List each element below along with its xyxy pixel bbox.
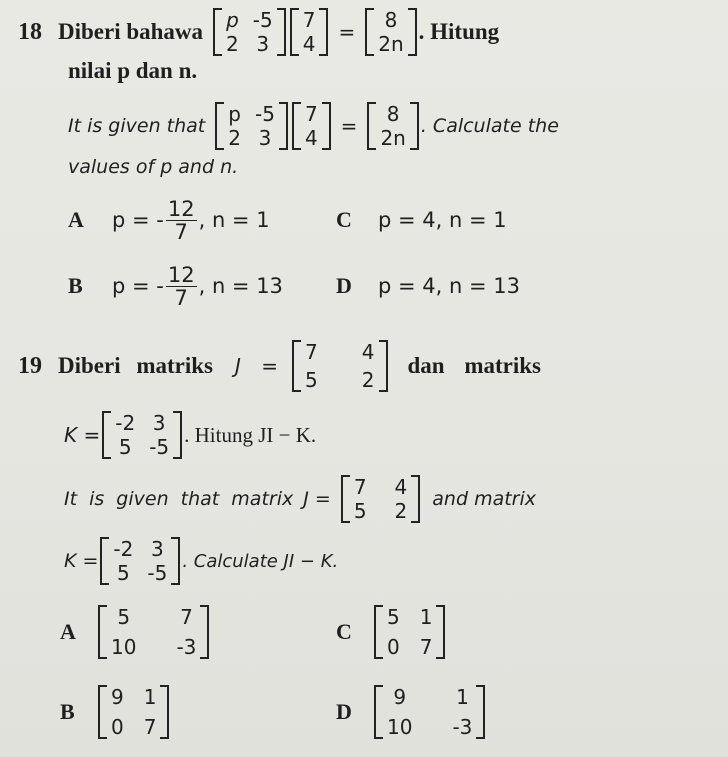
option-text: , n = 13 bbox=[198, 274, 283, 298]
q19-malay-k-label: K = bbox=[64, 423, 101, 447]
fraction bbox=[166, 264, 197, 309]
option-letter: D bbox=[336, 699, 352, 724]
option-letter: B bbox=[68, 273, 83, 298]
matrix-cell: p bbox=[228, 102, 241, 126]
q19-english-line bbox=[64, 470, 536, 528]
matrix-cell: 3 bbox=[258, 126, 272, 150]
q19-english-tail: . Calculate JI − K. bbox=[182, 550, 339, 572]
q18-option-a[interactable] bbox=[68, 192, 270, 248]
q19-malay-mid: dan matriks bbox=[407, 353, 541, 378]
q18-malay-tail: . Hitung bbox=[418, 19, 500, 44]
matrix-cell: -2 bbox=[113, 537, 134, 561]
q18-en-matrix-result bbox=[367, 102, 418, 150]
option-text: , n = 1 bbox=[198, 208, 270, 232]
matrix-cell: 1 bbox=[456, 685, 469, 709]
matrix-cell: 8 bbox=[384, 8, 398, 32]
option-text: p = 4, n = 13 bbox=[378, 274, 520, 298]
q18-option-b[interactable] bbox=[68, 258, 283, 314]
q18-en-matrix-b bbox=[292, 102, 331, 150]
option-text: p = 4, n = 1 bbox=[378, 208, 507, 232]
matrix-cell: -2 bbox=[115, 411, 136, 435]
matrix-cell: 7 bbox=[180, 605, 193, 629]
fraction bbox=[166, 198, 197, 243]
q19-malay-lead: Diberi matriks bbox=[58, 353, 214, 378]
option-letter: D bbox=[336, 273, 352, 298]
matrix-cell: -5 bbox=[147, 561, 168, 585]
matrix-cell: 5 bbox=[118, 435, 132, 459]
matrix-cell: 1 bbox=[419, 605, 433, 629]
matrix-cell: 2 bbox=[394, 499, 408, 523]
q19-option-b[interactable] bbox=[60, 680, 171, 744]
q18-malay-line2: nilai p dan n. bbox=[68, 58, 198, 83]
q19-english-lead: It is given that matrix bbox=[64, 488, 294, 510]
q19-english-j-label: J = bbox=[303, 488, 331, 510]
matrix-cell: 7 bbox=[143, 715, 157, 739]
fraction-numerator: 12 bbox=[167, 196, 195, 221]
matrix-cell: 4 bbox=[394, 475, 408, 499]
option-letter: A bbox=[60, 619, 76, 644]
matrix-cell: 4 bbox=[361, 340, 375, 364]
matrix-cell: -5 bbox=[254, 102, 275, 126]
matrix-cell: 2 bbox=[228, 126, 241, 150]
matrix-cell: 7 bbox=[305, 340, 318, 364]
option-matrix bbox=[374, 685, 485, 739]
q18-english-tail: . Calculate the bbox=[420, 115, 559, 137]
matrix-cell: -3 bbox=[176, 635, 197, 659]
q19-english-line2 bbox=[64, 532, 338, 590]
q18-english-line bbox=[68, 100, 559, 152]
q19-malay-line2 bbox=[64, 406, 316, 464]
option-letter: B bbox=[60, 699, 75, 724]
matrix-cell: 7 bbox=[304, 102, 318, 126]
q19-option-a[interactable] bbox=[60, 600, 211, 664]
equals-sign: = bbox=[338, 20, 356, 44]
matrix-cell: 0 bbox=[387, 635, 400, 659]
q18-option-c[interactable] bbox=[336, 192, 507, 248]
matrix-cell: 2n bbox=[380, 126, 406, 150]
fraction-denominator: 7 bbox=[174, 219, 188, 244]
fraction-denominator: 7 bbox=[174, 285, 188, 310]
matrix-cell: 7 bbox=[419, 635, 433, 659]
matrix-cell: 8 bbox=[386, 102, 400, 126]
matrix-cell: 7 bbox=[302, 8, 316, 32]
q19-en-matrix-j bbox=[341, 475, 420, 523]
matrix-cell: 2 bbox=[226, 32, 239, 56]
matrix-cell: 4 bbox=[304, 126, 318, 150]
matrix-cell: 10 bbox=[111, 635, 137, 659]
q18-number: 18 bbox=[18, 18, 42, 45]
q18-en-matrix-a bbox=[215, 102, 288, 150]
q19-malay-tail: . Hitung JI − K. bbox=[184, 422, 317, 447]
q18-english-lead: It is given that bbox=[68, 115, 206, 137]
matrix-cell: 2 bbox=[361, 368, 375, 392]
matrix-cell: 0 bbox=[111, 715, 124, 739]
matrix-cell: 7 bbox=[353, 475, 367, 499]
fraction-numerator: 12 bbox=[167, 262, 195, 287]
matrix-cell: -5 bbox=[149, 435, 170, 459]
q19-option-c[interactable] bbox=[336, 600, 447, 664]
matrix-cell: 4 bbox=[302, 32, 316, 56]
matrix-cell: 9 bbox=[393, 685, 407, 709]
option-text: p = - bbox=[112, 274, 164, 298]
matrix-cell: -3 bbox=[452, 715, 473, 739]
option-matrix bbox=[98, 605, 209, 659]
q18-matrix-b bbox=[290, 8, 329, 56]
matrix-cell: 5 bbox=[117, 605, 131, 629]
q18-malay-line bbox=[18, 6, 499, 58]
q19-number: 19 bbox=[18, 352, 42, 379]
option-letter: C bbox=[336, 619, 352, 644]
option-text: p = - bbox=[112, 208, 164, 232]
matrix-cell: 5 bbox=[305, 368, 318, 392]
matrix-cell: p bbox=[226, 8, 239, 32]
matrix-cell: 3 bbox=[152, 411, 166, 435]
q19-malay-j-label: J = bbox=[235, 354, 279, 378]
q19-english-k-label: K = bbox=[64, 550, 99, 572]
matrix-cell: 3 bbox=[150, 537, 164, 561]
q18-matrix-a bbox=[213, 8, 286, 56]
matrix-cell: 9 bbox=[111, 685, 124, 709]
q19-english-mid: and matrix bbox=[432, 488, 537, 510]
matrix-cell: 5 bbox=[387, 605, 400, 629]
q19-en-matrix-k bbox=[100, 537, 180, 585]
q19-matrix-k bbox=[102, 411, 182, 459]
q18-matrix-result bbox=[365, 8, 416, 56]
matrix-cell: 3 bbox=[256, 32, 270, 56]
q19-option-d[interactable] bbox=[336, 680, 487, 744]
matrix-cell: 2n bbox=[378, 32, 404, 56]
equals-sign: = bbox=[340, 114, 358, 138]
matrix-cell: -5 bbox=[252, 8, 273, 32]
q19-malay-line bbox=[18, 334, 650, 398]
matrix-cell: 5 bbox=[353, 499, 367, 523]
matrix-cell: 10 bbox=[387, 715, 413, 739]
q18-malay-lead: Diberi bahawa bbox=[58, 19, 204, 44]
option-matrix bbox=[374, 605, 445, 659]
matrix-cell: 1 bbox=[143, 685, 157, 709]
q18-english-line2: values of p and n. bbox=[68, 156, 239, 178]
q19-matrix-j bbox=[292, 340, 387, 392]
q18-option-d[interactable] bbox=[336, 258, 520, 314]
matrix-cell: 5 bbox=[117, 561, 130, 585]
option-matrix bbox=[98, 685, 169, 739]
option-letter: A bbox=[68, 207, 84, 232]
option-letter: C bbox=[336, 207, 352, 232]
